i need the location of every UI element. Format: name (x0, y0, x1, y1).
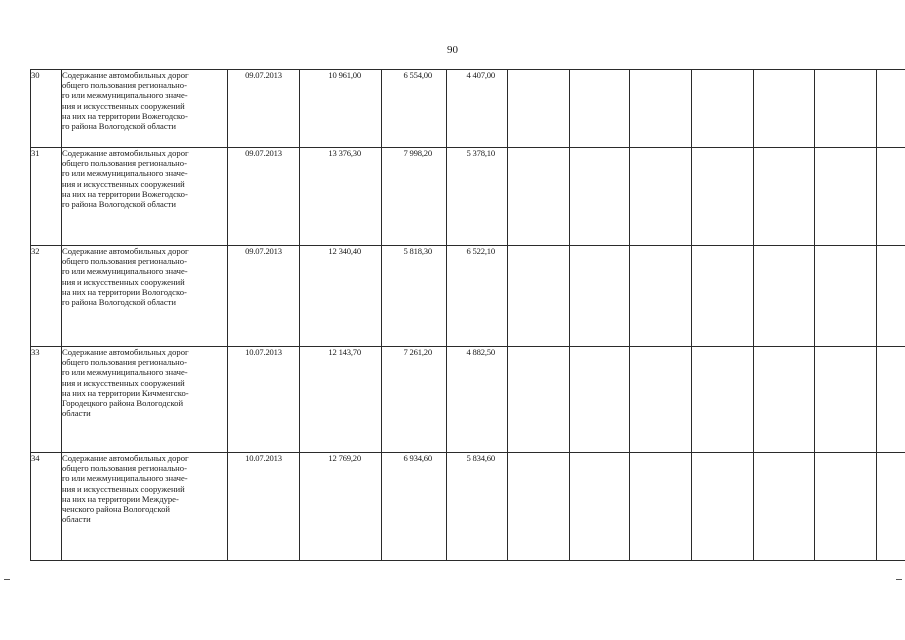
empty-cell (815, 246, 877, 347)
row-number: 30 (31, 70, 62, 148)
empty-cell (508, 347, 570, 453)
empty-cell (692, 70, 754, 148)
scan-margin-mark (896, 579, 902, 580)
empty-cell (815, 347, 877, 453)
work-description: Содержание автомобильных дорог общего пользования регионально- го или межмуниципального значе- ния и искусственных сооружений на них на территории Вожегодско- го района Вологодской области (62, 148, 228, 246)
row-number: 33 (31, 347, 62, 453)
row-number: 31 (31, 148, 62, 246)
total-amount: 10 961,00 (300, 70, 382, 148)
empty-cell (692, 148, 754, 246)
empty-cell (754, 70, 815, 148)
scan-margin-mark (4, 579, 10, 580)
empty-cell (508, 70, 570, 148)
amount-part-2: 4 407,00 (447, 70, 508, 148)
total-amount: 12 769,20 (300, 453, 382, 561)
empty-cell (877, 347, 905, 453)
empty-cell (754, 246, 815, 347)
empty-cell (570, 148, 630, 246)
empty-cell (754, 453, 815, 561)
amount-part-1: 6 934,60 (382, 453, 447, 561)
empty-cell (754, 347, 815, 453)
contract-date: 10.07.2013 (228, 453, 300, 561)
work-description: Содержание автомобильных дорог общего пользования регионально- го или межмуниципального значе- ния и искусственных сооружений на них на территории Вожегодско- го района Вологодской области (62, 70, 228, 148)
amount-part-1: 6 554,00 (382, 70, 447, 148)
table-row (31, 246, 905, 347)
amount-part-1: 5 818,30 (382, 246, 447, 347)
empty-cell (630, 70, 692, 148)
empty-cell (692, 347, 754, 453)
empty-cell (630, 453, 692, 561)
empty-cell (630, 246, 692, 347)
empty-cell (630, 347, 692, 453)
amount-part-2: 5 378,10 (447, 148, 508, 246)
empty-cell (508, 246, 570, 347)
empty-cell (877, 246, 905, 347)
table-row (31, 453, 905, 561)
amount-part-1: 7 998,20 (382, 148, 447, 246)
table-row (31, 148, 905, 246)
empty-cell (508, 148, 570, 246)
empty-cell (815, 453, 877, 561)
empty-cell (877, 148, 905, 246)
empty-cell (877, 70, 905, 148)
empty-cell (815, 148, 877, 246)
empty-cell (877, 453, 905, 561)
row-number: 34 (31, 453, 62, 561)
work-description: Содержание автомобильных дорог общего пользования регионально- го или межмуниципального значе- ния и искусственных сооружений на них на территории Междуре- ченского района Вологодской области (62, 453, 228, 561)
table-row (31, 347, 905, 453)
empty-cell (692, 453, 754, 561)
amount-part-2: 4 882,50 (447, 347, 508, 453)
work-description: Содержание автомобильных дорог общего пользования регионально- го или межмуниципального значе- ния и искусственных сооружений на них на территории Кичменгско- Городецкого района Вологодской области (62, 347, 228, 453)
empty-cell (570, 70, 630, 148)
amount-part-2: 6 522,10 (447, 246, 508, 347)
empty-cell (508, 453, 570, 561)
amount-part-1: 7 261,20 (382, 347, 447, 453)
total-amount: 12 143,70 (300, 347, 382, 453)
empty-cell (570, 453, 630, 561)
table-row (31, 70, 905, 148)
empty-cell (692, 246, 754, 347)
amount-part-2: 5 834,60 (447, 453, 508, 561)
work-description: Содержание автомобильных дорог общего пользования регионально- го или межмуниципального значе- ния и искусственных сооружений на них на территории Вологодско- го района Вологодской области (62, 246, 228, 347)
empty-cell (630, 148, 692, 246)
page-number: 90 (447, 44, 458, 56)
empty-cell (570, 347, 630, 453)
row-number: 32 (31, 246, 62, 347)
empty-cell (754, 148, 815, 246)
total-amount: 12 340,40 (300, 246, 382, 347)
contracts-table (30, 69, 905, 561)
contract-date: 09.07.2013 (228, 246, 300, 347)
empty-cell (570, 246, 630, 347)
contract-date: 09.07.2013 (228, 148, 300, 246)
empty-cell (815, 70, 877, 148)
total-amount: 13 376,30 (300, 148, 382, 246)
contract-date: 09.07.2013 (228, 70, 300, 148)
contract-date: 10.07.2013 (228, 347, 300, 453)
